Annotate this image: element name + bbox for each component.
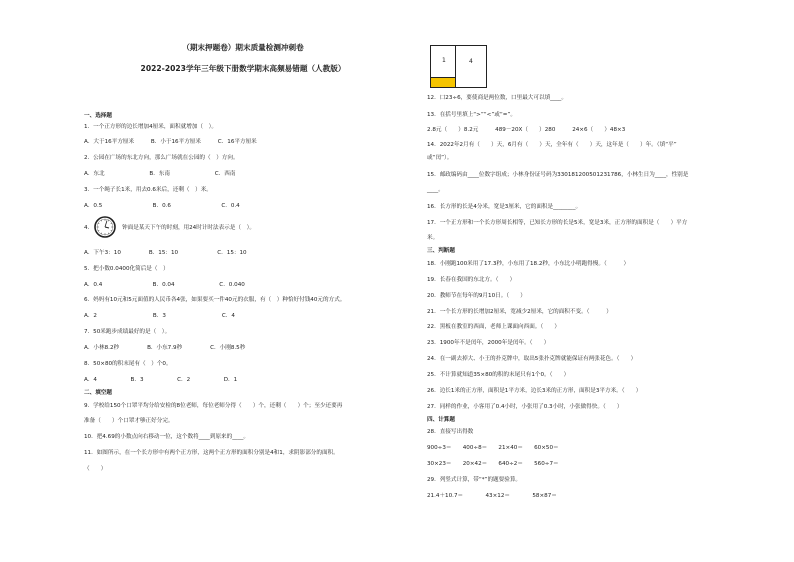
section-heading: 四、计算题	[427, 417, 455, 423]
question-text: 11．如图所示，在一个长方形中有两个正方形，这两个正方形的面积分别是4和1，求阴影部分的面积。	[84, 450, 339, 456]
question-text: 或“闰”）。	[427, 155, 453, 161]
question-text: 2.8元（ ）8.2元 489－20X（ ）280 24×6（ ）48×3	[427, 127, 626, 133]
exam-title-line2: 2022-2023学年三年级下册数学期末高频易错题（人教版）	[140, 64, 346, 73]
section-heading: 三、判断题	[427, 248, 455, 254]
question-text: 21．一个长方形的长增加2厘米，宽减少2厘米，它的面积不变。（ ）	[427, 309, 612, 315]
question-text: 24．在一副去掉大、小王的扑克牌中，取出5张扑克牌就能保证有两张花色。（ ）	[427, 356, 637, 362]
question-text: 13．在括号里填上“>”“<”或“=”。	[427, 112, 516, 118]
clock-face-icon	[94, 216, 116, 238]
arithmetic-row: 21.4＋10.7＝ 43×12＝ 58×87＝	[427, 493, 557, 499]
answer-options: A．小林8.2秒 B．小东7.9秒 C．小刚8.5秒	[84, 345, 246, 351]
rectangle-figure	[430, 45, 487, 88]
question-text: 8．50×80的积末尾有（ ）个0。	[84, 361, 172, 367]
question-text: 7．50米跑步成绩最好的是（ ）。	[84, 329, 171, 335]
question-text: 23．1900年不是闰年，2000年是闰年。（ ）	[427, 340, 550, 346]
question-text: 准备（ ）个口罩才够正好分完。	[84, 418, 174, 424]
question-text: 22．黑板在教室的西面，老师上课面向西面。（ ）	[427, 324, 560, 330]
question-text: 26．边长1米的正方形，面积是1平方米，边长3米的正方形，面积是3平方米。（ ）	[427, 388, 642, 394]
answer-options: A．大于16平方厘米 B．小于16平方厘米 C．16平方厘米	[84, 139, 257, 145]
answer-options: A．东北 B．东南 C．西南	[84, 171, 236, 177]
question-text: 5．把小数0.0400化简后是（ ）	[84, 266, 169, 272]
square-label-4: 4	[469, 58, 473, 65]
question-text: 15．邮政编码由____位数字组成；小林身份证号码为330181200501231786，小林生日为____，性别是	[427, 172, 689, 178]
question-text: 29．列竖式计算，带“*”的题要验算。	[427, 477, 522, 483]
question-text: 6．妈妈有10元和5元面值的人民币各4张，如果要买一件40元的衣服，有（ ）种恰好付钱40元的方式。	[84, 297, 346, 303]
question-text: 10．把4.69的小数点向右移动一位，这个数将____到原来的____。	[84, 434, 250, 440]
question-text: 钟面是某天下午的时刻，用24时计时法表示是（ ）。	[122, 225, 255, 231]
answer-blank: （ ）	[84, 466, 107, 472]
shaded-region	[431, 77, 455, 87]
question-text: 米。	[427, 235, 439, 241]
exam-title-line1: （期末押题卷）期末质量检测冲刺卷	[182, 43, 304, 52]
question-text: 28．直接写出得数	[427, 429, 474, 435]
answer-options: A．0.4 B．0.04 C．0.040	[84, 282, 245, 288]
question-number: 4．	[84, 225, 94, 231]
section-heading: 一、选择题	[84, 113, 112, 119]
question-text: 17．一个正方形和一个长方形周长相等，已知长方形的长是5米，宽是3米，正方形的面积是（ ）平方	[427, 220, 688, 226]
question-text: 18．小刚跑100米用了17.3秒，小东用了18.2秒，小东比小明跑得慢。（ ）	[427, 261, 630, 267]
question-text: 20．教师节在每年的9月10日。（ ）	[427, 293, 526, 299]
question-text: 12．口23÷6，要使商是两位数，口里最大可以填____。	[427, 95, 567, 101]
question-text: 27．同样的作业，小客用了0.4小时，小张用了0.3小时，小张做得快。（ ）	[427, 404, 623, 410]
question-text: 1．一个正方形的边长增加4厘米，面积就增加（ ）。	[84, 124, 217, 130]
answer-options: A．2 B．3 C．4	[84, 313, 235, 319]
question-text: 19．长春在我国的东北方。（ ）	[427, 277, 516, 283]
question-text: 14．2022年2月有（ ）天，6月有（ ）天，全年有（ ）天，这年是（ ）年。（填“平”	[427, 142, 677, 148]
question-text: 2．公园在广场的东北方向，那么广场就在公园的（ ）方向。	[84, 155, 239, 161]
section-heading: 二、填空题	[84, 390, 112, 396]
square-left	[431, 46, 456, 87]
question-text: 3．一个绳子长1米，用去0.6米后，还剩（ ）米。	[84, 187, 212, 193]
answer-options: A．0.5 B．0.6 C．0.4	[84, 203, 240, 209]
question-text: 25．不计算就知道35×80的积的末尾只有1个0。（ ）	[427, 372, 570, 378]
question-text: 9．学校给150个口罩平均分给安检的8位老师，每位老师分得（ ）个，还剩（ ）个；至少还要再	[84, 403, 343, 409]
arithmetic-row: 30×23＝ 20×42＝ 640÷2＝ 560÷7＝	[427, 461, 559, 467]
arithmetic-row: 900÷3＝ 400÷8＝ 21×40＝ 60×50＝	[427, 445, 559, 451]
answer-options: A．4 B．3 C．2 D．1	[84, 377, 238, 383]
question-text: 16．长方形的长是4分米，宽是3厘米，它的面积是________。	[427, 204, 582, 210]
square-label-1: 1	[442, 57, 446, 64]
answer-options: A．下午3：10 B．15：10 C．15：10	[84, 250, 247, 256]
question-text: ____。	[427, 187, 444, 193]
